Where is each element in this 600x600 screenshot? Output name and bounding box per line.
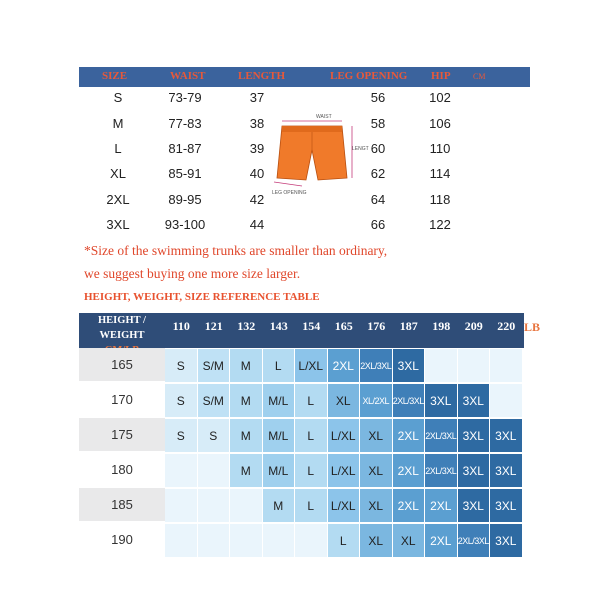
size-recommendation-cell: XL/2XL	[360, 384, 392, 417]
header-hip: HIP	[431, 70, 451, 82]
note-line-1: *Size of the swimming trunks are smaller than ordinary,	[84, 243, 388, 258]
weight-col-header: 143	[269, 319, 288, 333]
reference-table-title: HEIGHT, WEIGHT, SIZE REFERENCE TABLE	[84, 291, 320, 303]
size-cell-length: 39	[249, 141, 265, 156]
size-recommendation-cell: 3XL	[393, 349, 425, 382]
size-recommendation-cell: 2XL/3XL	[360, 349, 392, 382]
height-row-label: 175	[79, 418, 165, 451]
size-recommendation-cell: 3XL	[458, 454, 490, 487]
header-size: SIZE	[102, 70, 128, 82]
size-recommendation-cell: S	[165, 419, 197, 452]
weight-col-header: 110	[172, 319, 190, 333]
weight-col-header: 209	[464, 319, 483, 333]
length-label: LENGT	[352, 146, 369, 152]
height-row-label: 190	[79, 523, 165, 556]
size-recommendation-cell: 2XL	[328, 349, 360, 382]
size-recommendation-cell	[165, 489, 197, 522]
weight-col-header: 121	[204, 319, 223, 333]
size-recommendation-cell: 3XL	[490, 489, 522, 522]
size-cell-hip: 114	[429, 166, 451, 181]
height-row-label: 185	[79, 488, 165, 521]
size-recommendation-cell: XL	[360, 524, 392, 557]
size-cell-size: L	[114, 141, 122, 156]
size-recommendation-cell: L/XL	[328, 419, 360, 452]
size-recommendation-cell: L	[263, 349, 295, 382]
header-waist: WAIST	[170, 70, 206, 82]
corner-label-line1: HEIGHT / WEIGHT	[98, 315, 146, 341]
weight-col-header: 165	[334, 319, 353, 333]
size-cell-leg-opening: 64	[370, 192, 386, 207]
size-recommendation-cell: M	[230, 349, 262, 382]
size-recommendation-cell: S/M	[198, 384, 230, 417]
size-recommendation-cell: 3XL	[490, 419, 522, 452]
size-recommendation-cell	[165, 524, 197, 557]
size-cell-leg-opening: 60	[370, 141, 386, 156]
header-length: LENGTH	[238, 70, 286, 82]
size-cell-hip: 102	[429, 90, 451, 105]
size-recommendation-cell: S	[165, 384, 197, 417]
size-recommendation-cell	[458, 349, 490, 382]
size-recommendation-cell: L	[328, 524, 360, 557]
size-recommendation-cell: XL	[360, 454, 392, 487]
size-recommendation-cell	[165, 454, 197, 487]
size-recommendation-cell	[295, 524, 327, 557]
header-unit: CM	[473, 72, 486, 81]
size-recommendation-cell: XL	[393, 524, 425, 557]
size-recommendation-cell: 3XL	[458, 419, 490, 452]
size-cell-leg-opening: 66	[370, 217, 386, 232]
size-cell-size: 3XL	[106, 217, 130, 232]
size-recommendation-cell: L	[295, 384, 327, 417]
size-recommendation-cell: L/XL	[328, 454, 360, 487]
size-recommendation-cell: M	[230, 419, 262, 452]
size-recommendation-cell: M/L	[263, 454, 295, 487]
size-recommendation-cell: 2XL	[393, 454, 425, 487]
size-cell-length: 38	[249, 116, 265, 131]
size-recommendation-cell	[198, 454, 230, 487]
size-recommendation-cell: 2XL	[425, 524, 457, 557]
size-recommendation-cell: 3XL	[425, 384, 457, 417]
size-cell-hip: 106	[429, 116, 451, 131]
weight-col-header: 198	[432, 319, 451, 333]
size-recommendation-cell: 2XL	[425, 489, 457, 522]
size-cell-hip: 118	[429, 192, 451, 207]
size-cell-waist: 89-95	[168, 192, 202, 207]
size-recommendation-cell: XL	[360, 489, 392, 522]
weight-col-header: 187	[399, 319, 418, 333]
size-cell-leg-opening: 56	[370, 90, 386, 105]
size-recommendation-cell	[490, 384, 522, 417]
size-recommendation-cell	[198, 524, 230, 557]
size-cell-length: 40	[249, 166, 265, 181]
weight-col-header: 220	[497, 319, 516, 333]
size-cell-hip: 110	[429, 141, 451, 156]
size-cell-size: S	[113, 90, 123, 105]
size-recommendation-cell	[198, 489, 230, 522]
size-recommendation-cell: 3XL	[490, 454, 522, 487]
leg-opening-label: LEG OPENING	[272, 190, 307, 196]
waist-label: WAIST	[316, 114, 332, 120]
size-recommendation-cell: S	[198, 419, 230, 452]
height-row-label: 180	[79, 453, 165, 486]
size-recommendation-cell	[230, 524, 262, 557]
size-recommendation-cell	[425, 349, 457, 382]
height-row-label: 170	[79, 383, 165, 416]
size-recommendation-cell: M	[263, 489, 295, 522]
weight-col-header: 154	[302, 319, 321, 333]
size-cell-leg-opening: 62	[370, 166, 386, 181]
size-recommendation-cell: M/L	[263, 419, 295, 452]
height-row-label: 165	[79, 348, 165, 381]
size-recommendation-cell	[490, 349, 522, 382]
header-leg-opening: LEG OPENING	[330, 70, 408, 82]
size-recommendation-cell: M	[230, 454, 262, 487]
size-cell-length: 44	[249, 217, 265, 232]
size-cell-size: M	[112, 116, 124, 131]
size-recommendation-cell: 2XL/3XL	[393, 384, 425, 417]
size-recommendation-cell: L/XL	[328, 489, 360, 522]
size-cell-waist: 81-87	[168, 141, 202, 156]
weight-col-header: 132	[237, 319, 256, 333]
size-recommendation-cell: XL	[328, 384, 360, 417]
size-recommendation-cell: M/L	[263, 384, 295, 417]
size-recommendation-cell: L	[295, 454, 327, 487]
size-cell-leg-opening: 58	[370, 116, 386, 131]
height-weight-corner-label	[79, 313, 165, 348]
note-line-2: we suggest buying one more size larger.	[84, 266, 301, 281]
weight-unit: LB	[524, 320, 541, 334]
shorts-diagram	[262, 110, 369, 198]
size-recommendation-cell: 3XL	[490, 524, 522, 557]
size-recommendation-cell: 2XL	[393, 419, 425, 452]
size-recommendation-cell: S	[165, 349, 197, 382]
size-recommendation-cell: 2XL	[393, 489, 425, 522]
weight-col-header: 176	[367, 319, 386, 333]
size-recommendation-cell: 2XL/3XL	[425, 419, 457, 452]
size-cell-length: 42	[249, 192, 265, 207]
size-recommendation-cell: XL	[360, 419, 392, 452]
size-cell-size: 2XL	[106, 192, 130, 207]
size-cell-size: XL	[110, 166, 126, 181]
size-recommendation-cell: 2XL/3XL	[458, 524, 490, 557]
size-cell-waist: 85-91	[168, 166, 202, 181]
size-cell-hip: 122	[429, 217, 451, 232]
size-recommendation-cell: S/M	[198, 349, 230, 382]
size-recommendation-cell: 3XL	[458, 489, 490, 522]
size-recommendation-cell: M	[230, 384, 262, 417]
size-recommendation-cell: L	[295, 419, 327, 452]
size-cell-waist: 77-83	[168, 116, 202, 131]
size-recommendation-cell	[230, 489, 262, 522]
size-recommendation-cell	[263, 524, 295, 557]
size-recommendation-cell: L	[295, 489, 327, 522]
size-table-header	[79, 67, 530, 87]
size-recommendation-cell: 2XL/3XL	[425, 454, 457, 487]
size-recommendation-cell: L/XL	[295, 349, 327, 382]
size-cell-waist: 73-79	[168, 90, 202, 105]
size-recommendation-cell: 3XL	[458, 384, 490, 417]
size-cell-waist: 93-100	[164, 217, 206, 232]
size-cell-length: 37	[249, 90, 265, 105]
